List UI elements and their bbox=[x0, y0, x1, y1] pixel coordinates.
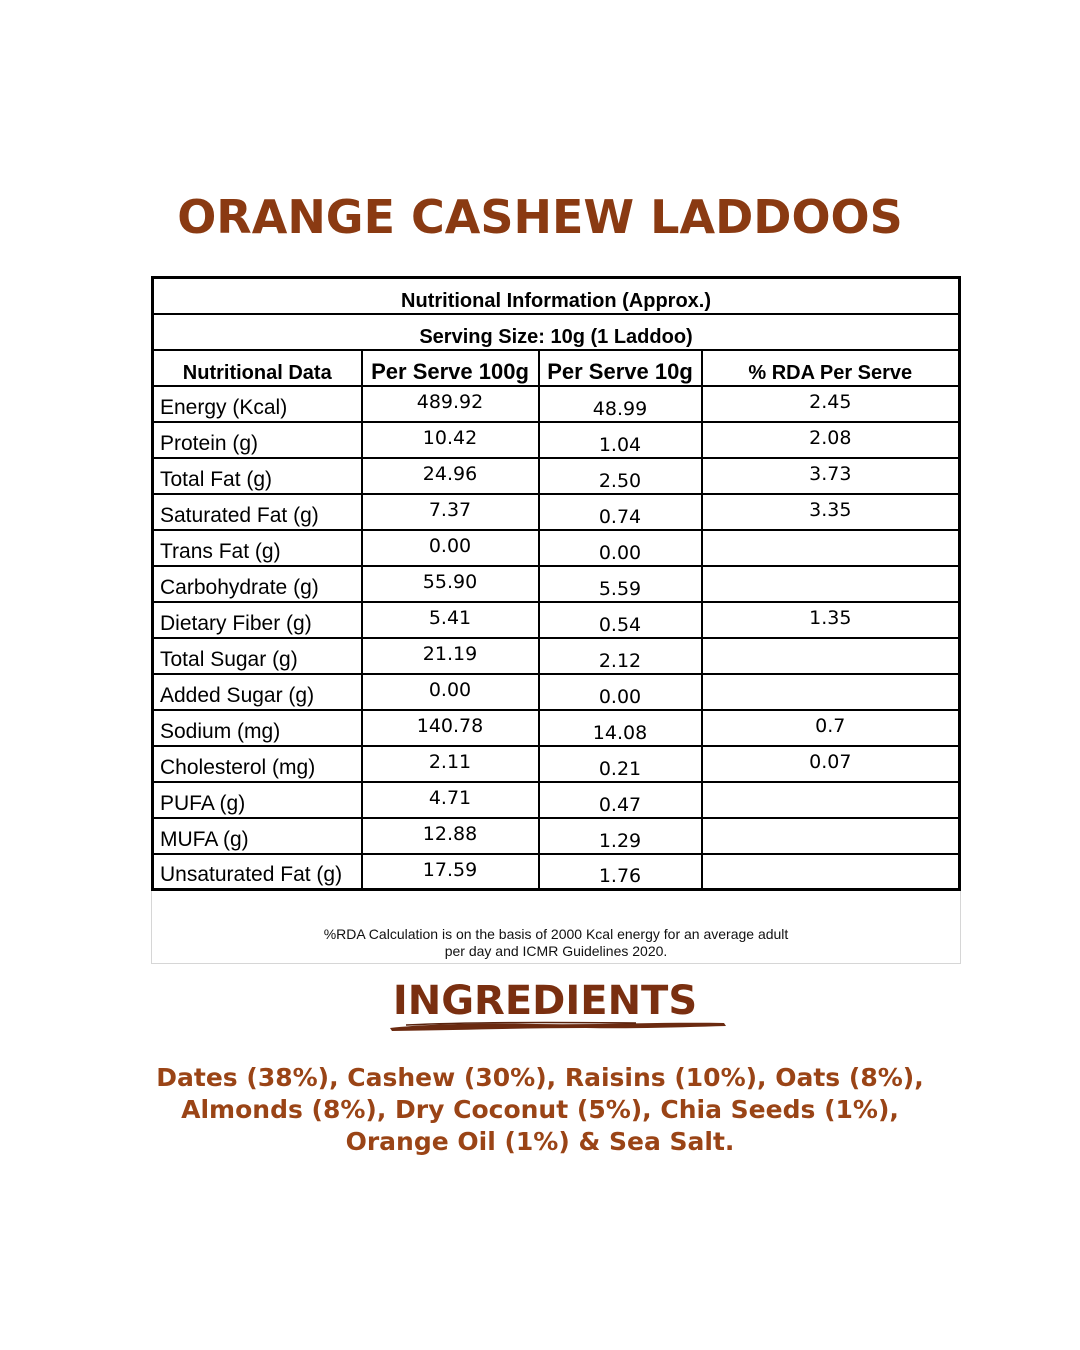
value-per-100g: 24.96 bbox=[362, 458, 539, 494]
ingredients-line-3: Orange Oil (1%) & Sea Salt. bbox=[345, 1127, 735, 1156]
value-per-100g: 7.37 bbox=[362, 494, 539, 530]
brush-underline bbox=[386, 1019, 730, 1033]
table-row bbox=[153, 710, 960, 746]
value-rda bbox=[702, 674, 960, 710]
table-row bbox=[153, 674, 960, 710]
value-rda bbox=[702, 566, 960, 602]
value-per-100g: 55.90 bbox=[362, 566, 539, 602]
table-row bbox=[153, 386, 960, 422]
table-row bbox=[153, 818, 960, 854]
column-header-per-10g: Per Serve 10g bbox=[539, 350, 702, 386]
nutrient-label: PUFA (g) bbox=[153, 782, 362, 818]
ingredients-heading: INGREDIENTS bbox=[392, 978, 698, 1024]
table-row bbox=[153, 746, 960, 782]
nutrient-label: Protein (g) bbox=[153, 422, 362, 458]
column-header-nutritional-data: Nutritional Data bbox=[153, 350, 362, 386]
value-per-10g: 1.29 bbox=[539, 818, 702, 854]
value-rda: 0.07 bbox=[702, 746, 960, 782]
value-rda bbox=[702, 638, 960, 674]
nutrition-table bbox=[151, 276, 961, 891]
table-row bbox=[153, 566, 960, 602]
ingredients-line-1: Dates (38%), Cashew (30%), Raisins (10%), Oats (8%), bbox=[156, 1063, 924, 1092]
value-per-100g: 5.41 bbox=[362, 602, 539, 638]
value-rda bbox=[702, 818, 960, 854]
value-per-10g: 0.00 bbox=[539, 530, 702, 566]
value-rda: 2.45 bbox=[702, 386, 960, 422]
table-row bbox=[153, 854, 960, 890]
value-per-100g: 21.19 bbox=[362, 638, 539, 674]
value-per-10g: 0.47 bbox=[539, 782, 702, 818]
value-per-100g: 2.11 bbox=[362, 746, 539, 782]
value-rda bbox=[702, 530, 960, 566]
value-rda: 3.35 bbox=[702, 494, 960, 530]
nutrient-label: Total Fat (g) bbox=[153, 458, 362, 494]
footnote-line-2: per day and ICMR Guidelines 2020. bbox=[444, 943, 668, 959]
nutrient-label: Trans Fat (g) bbox=[153, 530, 362, 566]
value-rda: 2.08 bbox=[702, 422, 960, 458]
value-per-100g: 4.71 bbox=[362, 782, 539, 818]
table-row bbox=[153, 458, 960, 494]
value-per-10g: 2.12 bbox=[539, 638, 702, 674]
nutrient-label: Energy (Kcal) bbox=[153, 386, 362, 422]
value-per-100g: 12.88 bbox=[362, 818, 539, 854]
rda-footnote bbox=[151, 926, 961, 960]
value-rda bbox=[702, 782, 960, 818]
value-per-10g: 1.76 bbox=[539, 854, 702, 890]
table-header: Nutritional Information (Approx.) bbox=[153, 278, 960, 314]
table-row bbox=[153, 422, 960, 458]
value-per-10g: 0.21 bbox=[539, 746, 702, 782]
column-header-rda: % RDA Per Serve bbox=[702, 350, 960, 386]
value-per-100g: 489.92 bbox=[362, 386, 539, 422]
serving-size: Serving Size: 10g (1 Laddoo) bbox=[153, 314, 960, 350]
nutrient-label: Added Sugar (g) bbox=[153, 674, 362, 710]
value-per-10g: 1.04 bbox=[539, 422, 702, 458]
nutrient-label: Carbohydrate (g) bbox=[153, 566, 362, 602]
ingredients-list bbox=[0, 1062, 1080, 1158]
footnote-line-1: %RDA Calculation is on the basis of 2000 Kcal energy for an average adult bbox=[323, 926, 789, 942]
value-rda: 1.35 bbox=[702, 602, 960, 638]
nutrient-label: Saturated Fat (g) bbox=[153, 494, 362, 530]
value-per-10g: 0.54 bbox=[539, 602, 702, 638]
nutrient-label: Unsaturated Fat (g) bbox=[153, 854, 362, 890]
column-header-per-100g: Per Serve 100g bbox=[362, 350, 539, 386]
value-per-10g: 0.74 bbox=[539, 494, 702, 530]
value-per-100g: 140.78 bbox=[362, 710, 539, 746]
value-per-10g: 5.59 bbox=[539, 566, 702, 602]
value-per-10g: 0.00 bbox=[539, 674, 702, 710]
value-per-10g: 2.50 bbox=[539, 458, 702, 494]
value-per-100g: 10.42 bbox=[362, 422, 539, 458]
value-rda bbox=[702, 854, 960, 890]
nutrient-label: MUFA (g) bbox=[153, 818, 362, 854]
nutrient-label: Total Sugar (g) bbox=[153, 638, 362, 674]
value-per-100g: 17.59 bbox=[362, 854, 539, 890]
nutrient-label: Cholesterol (mg) bbox=[153, 746, 362, 782]
value-rda: 3.73 bbox=[702, 458, 960, 494]
nutrient-label: Sodium (mg) bbox=[153, 710, 362, 746]
value-per-100g: 0.00 bbox=[362, 674, 539, 710]
table-row bbox=[153, 602, 960, 638]
table-row bbox=[153, 530, 960, 566]
value-per-100g: 0.00 bbox=[362, 530, 539, 566]
table-row bbox=[153, 494, 960, 530]
table-row bbox=[153, 638, 960, 674]
ingredients-line-2: Almonds (8%), Dry Coconut (5%), Chia Seeds (1%), bbox=[181, 1095, 899, 1124]
table-row bbox=[153, 782, 960, 818]
nutrient-label: Dietary Fiber (g) bbox=[153, 602, 362, 638]
value-rda: 0.7 bbox=[702, 710, 960, 746]
value-per-10g: 14.08 bbox=[539, 710, 702, 746]
product-title: ORANGE CASHEW LADDOOS bbox=[177, 190, 903, 244]
value-per-10g: 48.99 bbox=[539, 386, 702, 422]
